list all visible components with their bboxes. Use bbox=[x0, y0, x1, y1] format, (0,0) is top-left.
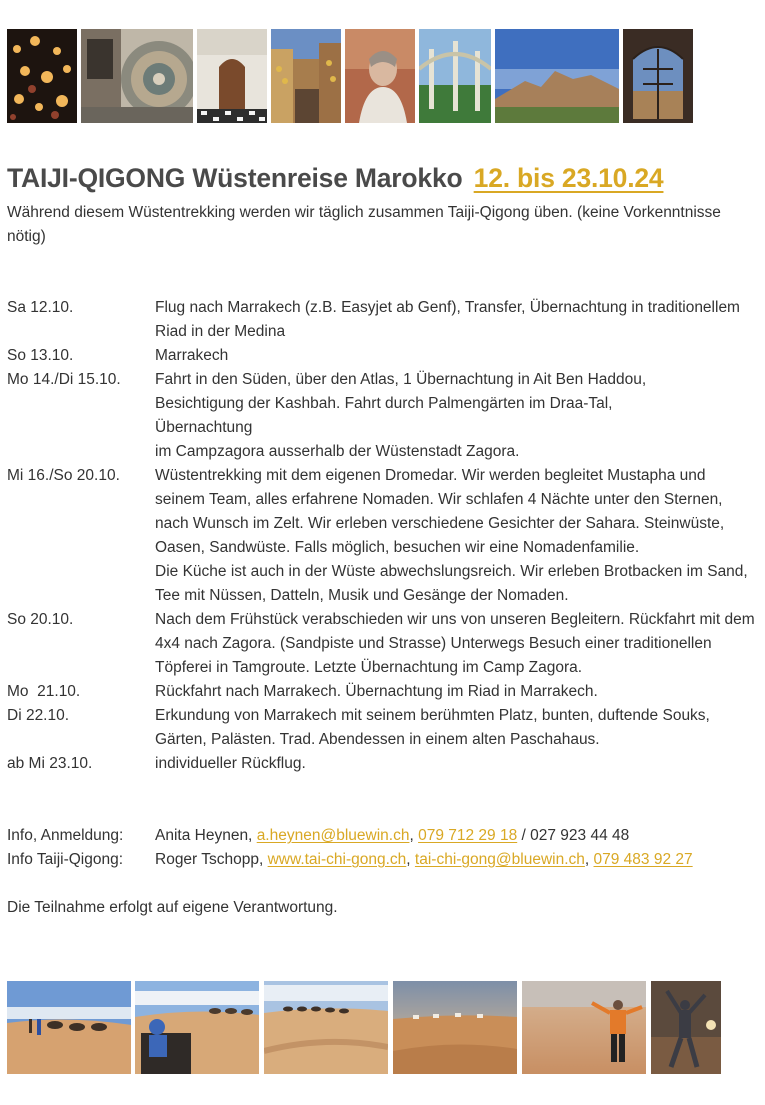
description-line: im Campzagora ausserhalb der Wüstenstadt Zagora. bbox=[155, 443, 520, 460]
itinerary-day: Mi 16./So 20.10. bbox=[7, 467, 120, 484]
description-line: Nach dem Frühstück verabschieden wir uns von unseren Begleitern. Rückfahrt mit dem 4x4 nach Zagora. (Sandpiste und Strasse) Unterwegs Besuch einer traditionellen Töpferei in Tamgroute. Letzte Übernachtung im Camp Zagora. bbox=[155, 611, 755, 676]
palm-garden-photo[interactable] bbox=[419, 29, 491, 123]
description-line: Die Küche ist auch in der Wüste abwechslungsreich. Wir erleben Brotbacken im Sand, Tee mit Nüssen, Datteln, Musik und Gesänge der Nomaden. bbox=[155, 563, 748, 604]
contact-name: Roger Tschopp, bbox=[155, 851, 268, 868]
separator: , bbox=[406, 851, 415, 868]
website-link[interactable]: www.tai-chi-gong.ch bbox=[267, 851, 407, 868]
itinerary-list bbox=[7, 296, 762, 776]
itinerary-description bbox=[155, 704, 759, 752]
itinerary-row bbox=[7, 608, 762, 680]
itinerary-description bbox=[155, 464, 759, 608]
dunes-caravan-photo[interactable] bbox=[264, 981, 388, 1074]
description-line: Erkundung von Marrakech mit seinem berühmten Platz, bunten, duftende Souks, Gärten, Palästen. Trad. Abendessen in einem alten Paschahaus. bbox=[155, 707, 710, 748]
phone-link[interactable]: 079 483 92 27 bbox=[593, 851, 693, 868]
phone-link[interactable]: 079 712 29 18 bbox=[418, 827, 518, 844]
contact-row-taiji bbox=[7, 848, 765, 872]
itinerary-day: Di 22.10. bbox=[7, 707, 70, 724]
itinerary-day: So 20.10. bbox=[7, 611, 74, 628]
itinerary-row bbox=[7, 752, 762, 776]
itinerary-description bbox=[155, 608, 759, 680]
phone-text: / 027 923 44 48 bbox=[517, 827, 630, 844]
itinerary-row bbox=[7, 296, 762, 344]
qigong-pose-photo[interactable] bbox=[651, 981, 721, 1074]
itinerary-row bbox=[7, 368, 762, 464]
description-line: Marrakech bbox=[155, 347, 229, 364]
contact-info bbox=[7, 824, 765, 872]
contact-label: Info, Anmeldung: bbox=[7, 827, 124, 844]
kasbah-photo[interactable] bbox=[495, 29, 619, 123]
itinerary-day: Sa 12.10. bbox=[7, 299, 74, 316]
itinerary-day: Mo 14./Di 15.10. bbox=[7, 371, 121, 388]
description-line: Fahrt in den Süden, über den Atlas, 1 Übernachtung in Ait Ben Haddou, Besichtigung der Kashbah. Fahrt durch Palmengärten im Draa-Tal, Übernachtung bbox=[155, 371, 647, 436]
contact-details bbox=[155, 824, 765, 848]
description-line: Rückfahrt nach Marrakech. Übernachtung im Riad in Marrakech. bbox=[155, 683, 598, 700]
separator: , bbox=[584, 851, 594, 868]
itinerary-description bbox=[155, 296, 759, 344]
itinerary-day: Mo 21.10. bbox=[7, 683, 81, 700]
title-text: TAIJI-QIGONG Wüstenreise Marokko bbox=[7, 163, 463, 193]
page-title bbox=[7, 163, 762, 194]
souk-street-photo[interactable] bbox=[271, 29, 341, 123]
mosaic-courtyard-photo[interactable] bbox=[81, 29, 193, 123]
itinerary-row bbox=[7, 464, 762, 608]
portrait-photo[interactable] bbox=[345, 29, 415, 123]
email-link[interactable]: a.heynen@bluewin.ch bbox=[256, 827, 410, 844]
separator: , bbox=[409, 827, 419, 844]
itinerary-description bbox=[155, 752, 759, 776]
qigong-dunes-photo[interactable] bbox=[522, 981, 646, 1074]
description-line: individueller Rückflug. bbox=[155, 755, 306, 772]
riad-door-photo[interactable] bbox=[197, 29, 267, 123]
itinerary-description bbox=[155, 368, 675, 464]
description-line: Wüstentrekking mit dem eigenen Dromedar. Wir werden begleitet Mustapha und seinem Team, alles erfahrene Nomaden. Wir schlafen 4 Nächte unter den Sternen, nach Wunsch im Zelt. Wir erleben verschiedene Gesichter der Sahara. Steinwüste, Oasen, Sandwüste. Falls möglich, besuchen wir eine Nomadenfamilie. bbox=[155, 467, 725, 556]
contact-name: Anita Heynen, bbox=[155, 827, 257, 844]
itinerary-row bbox=[7, 704, 762, 752]
intro-text: Während diesem Wüstentrekking werden wir täglich zusammen Taiji-Qigong üben. (keine Vorkenntnisse nötig) bbox=[7, 204, 721, 245]
travel-dates: 12. bis 23.10.24 bbox=[473, 163, 664, 193]
desert-camp-photo[interactable] bbox=[393, 981, 517, 1074]
itinerary-day: ab Mi 23.10. bbox=[7, 755, 93, 772]
itinerary-description bbox=[155, 680, 759, 704]
itinerary-row bbox=[7, 344, 762, 368]
camel-caravan-photo[interactable] bbox=[7, 981, 131, 1074]
disclaimer-text: Die Teilnahme erfolgt auf eigene Verantwortung. bbox=[7, 899, 338, 916]
itinerary-description bbox=[155, 344, 759, 368]
description-line: Flug nach Marrakech (z.B. Easyjet ab Genf), Transfer, Übernachtung in traditionellem Riad in der Medina bbox=[155, 299, 740, 340]
itinerary-row bbox=[7, 680, 762, 704]
window-view-photo[interactable] bbox=[623, 29, 693, 123]
contact-row-registration bbox=[7, 824, 765, 848]
email-link[interactable]: tai-chi-gong@bluewin.ch bbox=[414, 851, 585, 868]
contact-details bbox=[155, 848, 765, 872]
lanterns-photo[interactable] bbox=[7, 29, 77, 123]
itinerary-day: So 13.10. bbox=[7, 347, 74, 364]
camel-rider-photo[interactable] bbox=[135, 981, 259, 1074]
contact-label: Info Taiji-Qigong: bbox=[7, 851, 124, 868]
